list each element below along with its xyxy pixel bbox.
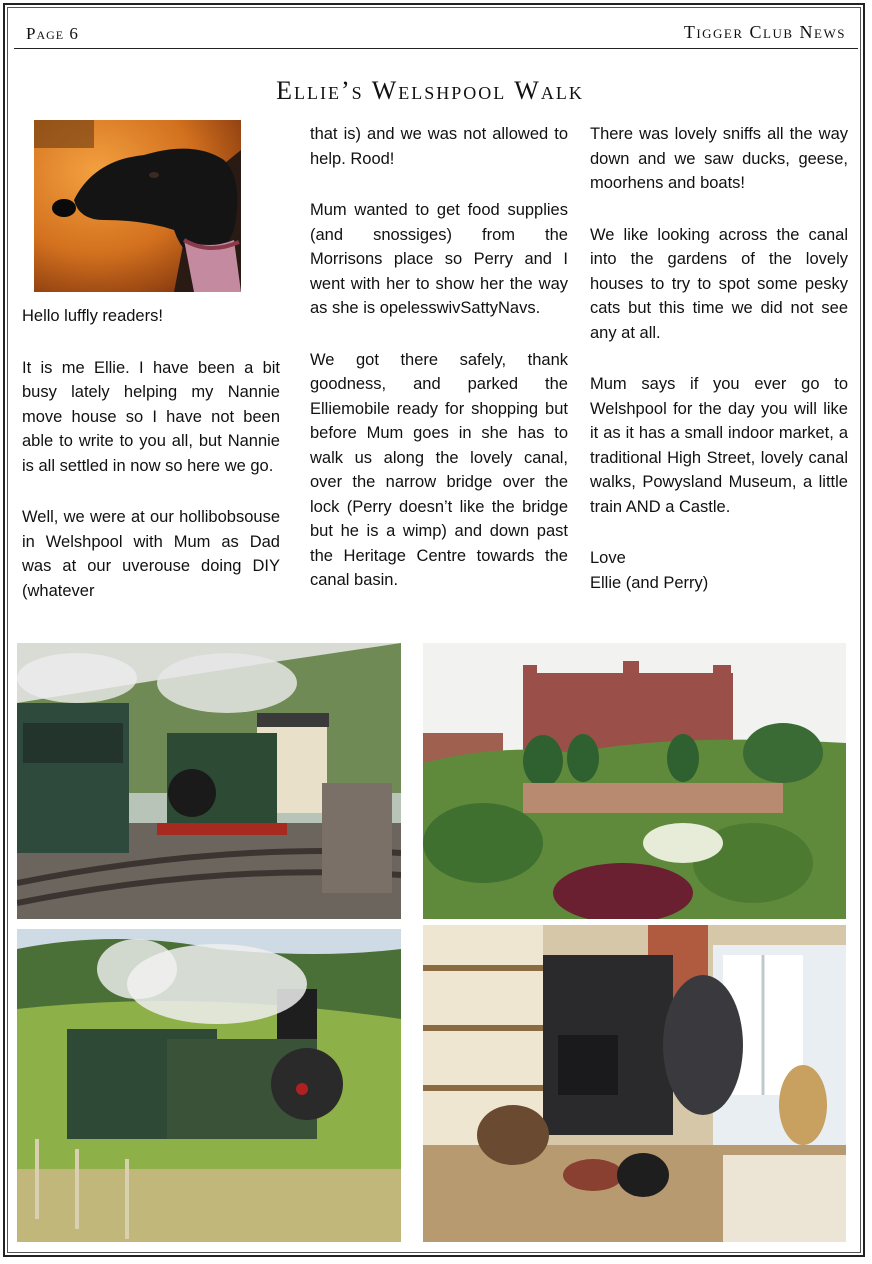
paragraph: Hello luffly readers!	[22, 307, 163, 325]
page-number: Page 6	[26, 24, 79, 43]
paragraph: Mum wanted to get food supplies (and snossiges) from the Morrisons place so Perry and I went with her to show her the way as she is opelesswivSattyNavs.	[310, 201, 568, 317]
paragraph: We got there safely, thank goodness, and parked the Elliemobile ready for shopping but before Mum goes in she has to walk us along the lovely canal, over the narrow bridge over the lock (Perry doesn’t like the bridge but he is a wimp) and down past the Heritage Centre towards the canal basin.	[310, 350, 568, 589]
ellie-dog-photo	[34, 120, 241, 292]
steam-train-countryside-photo	[17, 929, 401, 1242]
article-title: Ellie’s Welshpool Walk	[276, 76, 584, 105]
paragraph: It is me Ellie. I have been a bit busy lately helping my Nannie move house so I have not been able to write to you all, but Nannie is all settled in now so here we go.	[22, 358, 280, 475]
museum-kitchen-photo	[423, 925, 846, 1242]
train-station-photo	[17, 643, 401, 919]
article-column-1	[22, 120, 280, 630]
page-header	[14, 20, 858, 49]
paragraph: We like looking across the canal into the gardens of the lovely houses to try to spot some pesky cats but this time we did not see any at all.	[590, 225, 848, 342]
paragraph: Well, we were at our hollibobsouse in Welshpool with Mum as Dad was at our uverouse doing DIY (whatever	[22, 508, 280, 600]
castle-gardens-photo	[423, 643, 846, 919]
paragraph: There was lovely sniffs all the way down and we saw ducks, geese, moorhens and boats!	[590, 125, 848, 192]
publication-title: Tigger Club News	[683, 22, 846, 42]
paragraph: that is) and we was not allowed to help. Rood!	[310, 125, 568, 168]
paragraph: Mum says if you ever go to Welshpool for the day you will like it as it has a small indoor market, a traditional High Street, lovely canal walks, Powysland Museum, a little train AND a Castle.	[590, 375, 848, 516]
signoff-line-1: Love	[590, 549, 626, 567]
signoff-line-2: Ellie (and Perry)	[590, 573, 709, 592]
article-column-3	[590, 122, 848, 595]
article-column-2	[310, 122, 568, 620]
